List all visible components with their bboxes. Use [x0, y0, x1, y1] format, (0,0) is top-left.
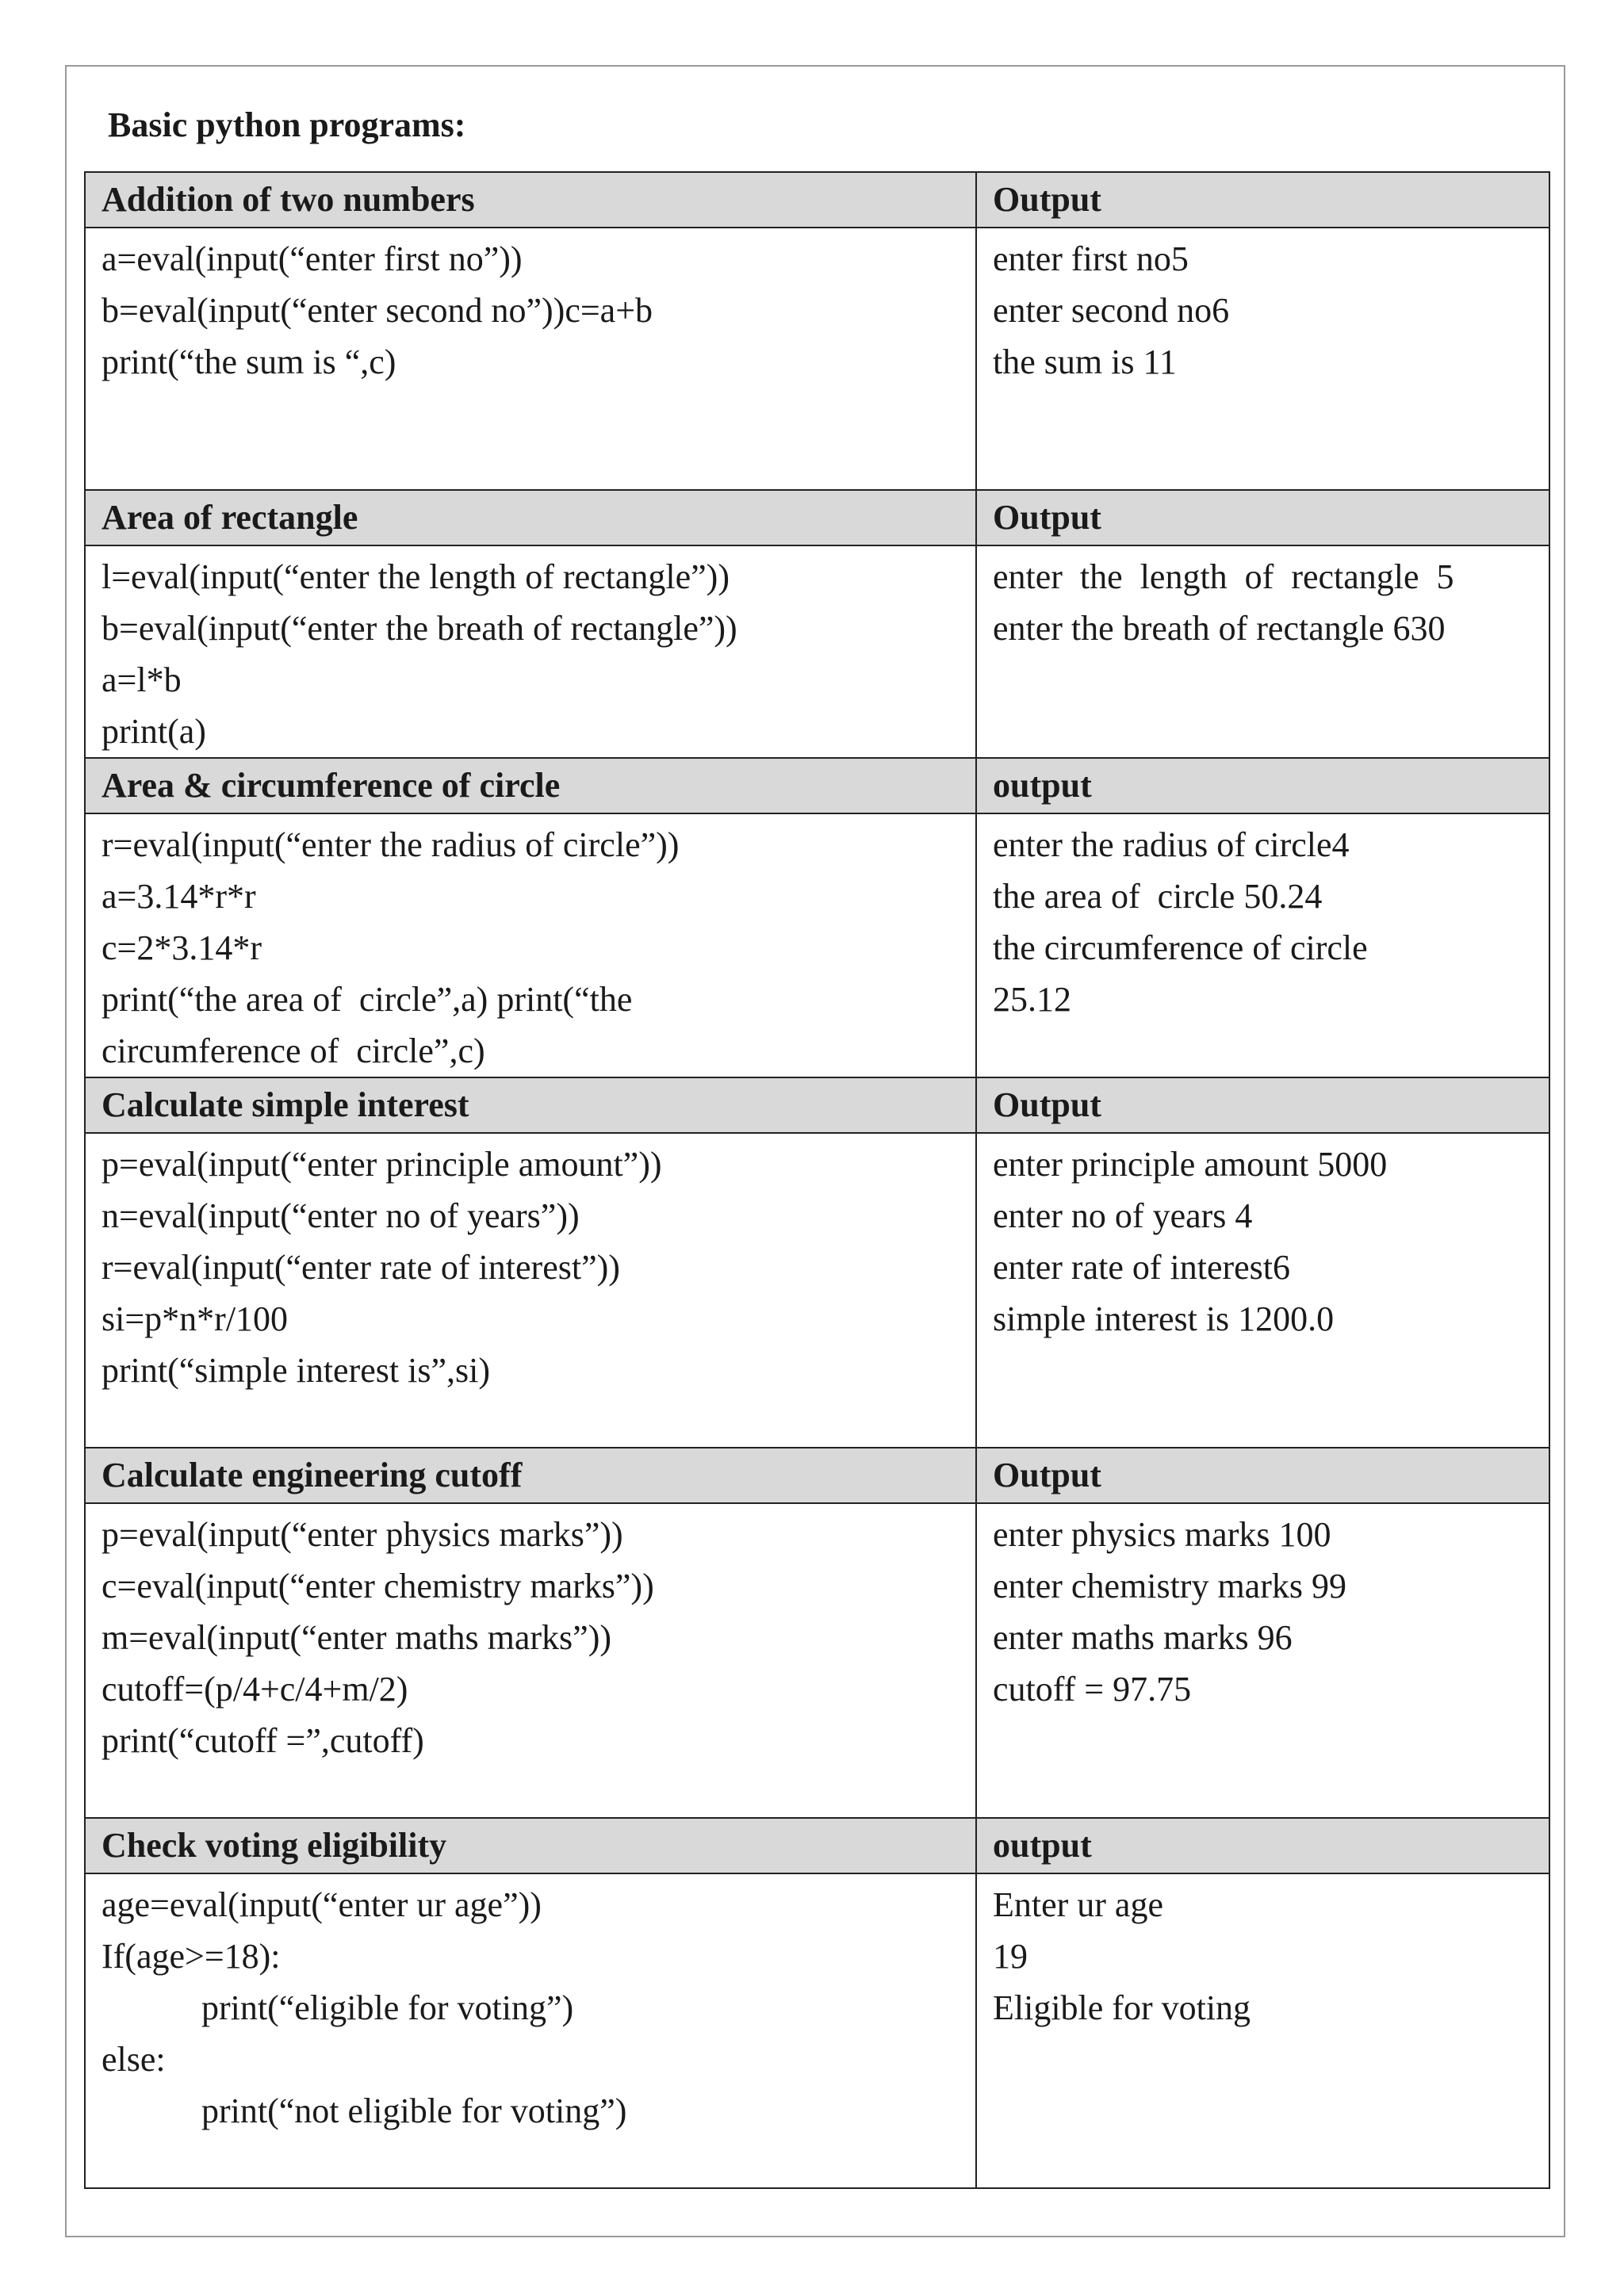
output-line: enter the length of rectangle 5 — [993, 557, 1454, 596]
output-line: enter chemistry marks 99 — [993, 1567, 1346, 1605]
section-title: Addition of two numbers — [85, 172, 976, 228]
page-title: Basic python programs: — [108, 105, 466, 144]
section-body-voting — [85, 1873, 1549, 2188]
code-line: n=eval(input(“enter no of years”)) — [102, 1196, 580, 1235]
section-title: Area & circumference of circle — [85, 758, 976, 813]
code-line: b=eval(input(“enter second no”))c=a+b — [102, 291, 653, 330]
code-line: c=2*3.14*r — [102, 928, 262, 967]
code-line: b=eval(input(“enter the breath of rectangle”)) — [102, 609, 737, 648]
code-cell — [85, 813, 976, 1077]
code-line: r=eval(input(“enter the radius of circle”)) — [102, 825, 680, 864]
output-line: enter the radius of circle4 — [993, 825, 1350, 864]
code-line: a=3.14*r*r — [102, 877, 256, 916]
section-body-addition — [85, 228, 1549, 490]
output-line: enter principle amount 5000 — [993, 1145, 1388, 1184]
section-title: Check voting eligibility — [85, 1818, 976, 1873]
section-body-circle — [85, 813, 1549, 1077]
code-line: circumference of circle”,c) — [102, 1031, 485, 1070]
output-cell — [976, 228, 1549, 490]
output-line: the area of circle 50.24 — [993, 877, 1323, 916]
code-cell — [85, 1873, 976, 2188]
section-header-voting — [85, 1818, 1549, 1873]
section-header-cutoff — [85, 1448, 1549, 1503]
code-line: If(age>=18): — [102, 1937, 281, 1976]
code-line: age=eval(input(“enter ur age”)) — [102, 1885, 542, 1924]
code-line: p=eval(input(“enter physics marks”)) — [102, 1515, 623, 1554]
code-line: print(“not eligible for voting”) — [201, 2091, 627, 2130]
section-title: Calculate engineering cutoff — [85, 1448, 976, 1503]
output-line: 25.12 — [993, 980, 1071, 1019]
output-cell — [976, 1503, 1549, 1818]
output-line: enter second no6 — [993, 291, 1230, 330]
code-line: print(“the sum is “,c) — [102, 342, 396, 381]
output-line: enter no of years 4 — [993, 1196, 1253, 1235]
code-line: print(“the area of circle”,a) print(“the — [102, 980, 633, 1019]
output-cell — [976, 813, 1549, 1077]
output-line: Eligible for voting — [993, 1988, 1251, 2027]
code-line: else: — [102, 2040, 166, 2079]
output-title: Output — [976, 1077, 1549, 1133]
output-line: simple interest is 1200.0 — [993, 1299, 1335, 1338]
section-title: Area of rectangle — [85, 490, 976, 545]
code-line: si=p*n*r/100 — [102, 1299, 289, 1338]
output-line: enter the breath of rectangle 630 — [993, 609, 1446, 648]
section-header-circle — [85, 758, 1549, 813]
code-line: c=eval(input(“enter chemistry marks”)) — [102, 1567, 654, 1605]
output-title: output — [976, 1818, 1549, 1873]
output-cell — [976, 1873, 1549, 2188]
code-line: print(“simple interest is”,si) — [102, 1351, 490, 1390]
section-body-interest — [85, 1133, 1549, 1448]
output-line: enter maths marks 96 — [993, 1618, 1293, 1657]
code-line: print(“eligible for voting”) — [201, 1988, 574, 2027]
output-title: Output — [976, 172, 1549, 228]
code-line: print(“cutoff =”,cutoff) — [102, 1721, 424, 1760]
section-header-interest — [85, 1077, 1549, 1133]
output-title: Output — [976, 1448, 1549, 1503]
output-title: output — [976, 758, 1549, 813]
output-cell — [976, 545, 1549, 758]
output-line: enter first no5 — [993, 239, 1189, 278]
output-line: enter physics marks 100 — [993, 1515, 1331, 1554]
output-line: cutoff = 97.75 — [993, 1670, 1192, 1709]
section-header-rectangle — [85, 490, 1549, 545]
code-line: cutoff=(p/4+c/4+m/2) — [102, 1670, 408, 1709]
code-cell — [85, 545, 976, 758]
programs-table — [84, 171, 1550, 2189]
section-header-addition — [85, 172, 1549, 228]
section-body-cutoff — [85, 1503, 1549, 1818]
code-line: m=eval(input(“enter maths marks”)) — [102, 1618, 612, 1657]
output-line: 19 — [993, 1937, 1028, 1976]
code-cell — [85, 1503, 976, 1818]
section-title: Calculate simple interest — [85, 1077, 976, 1133]
code-line: a=eval(input(“enter first no”)) — [102, 239, 523, 278]
code-cell — [85, 228, 976, 490]
output-cell — [976, 1133, 1549, 1448]
code-line: p=eval(input(“enter principle amount”)) — [102, 1145, 662, 1184]
code-cell — [85, 1133, 976, 1448]
code-line: l=eval(input(“enter the length of rectangle”)) — [102, 557, 730, 596]
code-line: print(a) — [102, 712, 206, 751]
output-line: the sum is 11 — [993, 342, 1177, 381]
output-line: enter rate of interest6 — [993, 1248, 1291, 1287]
code-line: r=eval(input(“enter rate of interest”)) — [102, 1248, 620, 1287]
section-body-rectangle — [85, 545, 1549, 758]
code-line: a=l*b — [102, 660, 182, 699]
output-title: Output — [976, 490, 1549, 545]
output-line: the circumference of circle — [993, 928, 1368, 967]
output-line: Enter ur age — [993, 1885, 1163, 1924]
